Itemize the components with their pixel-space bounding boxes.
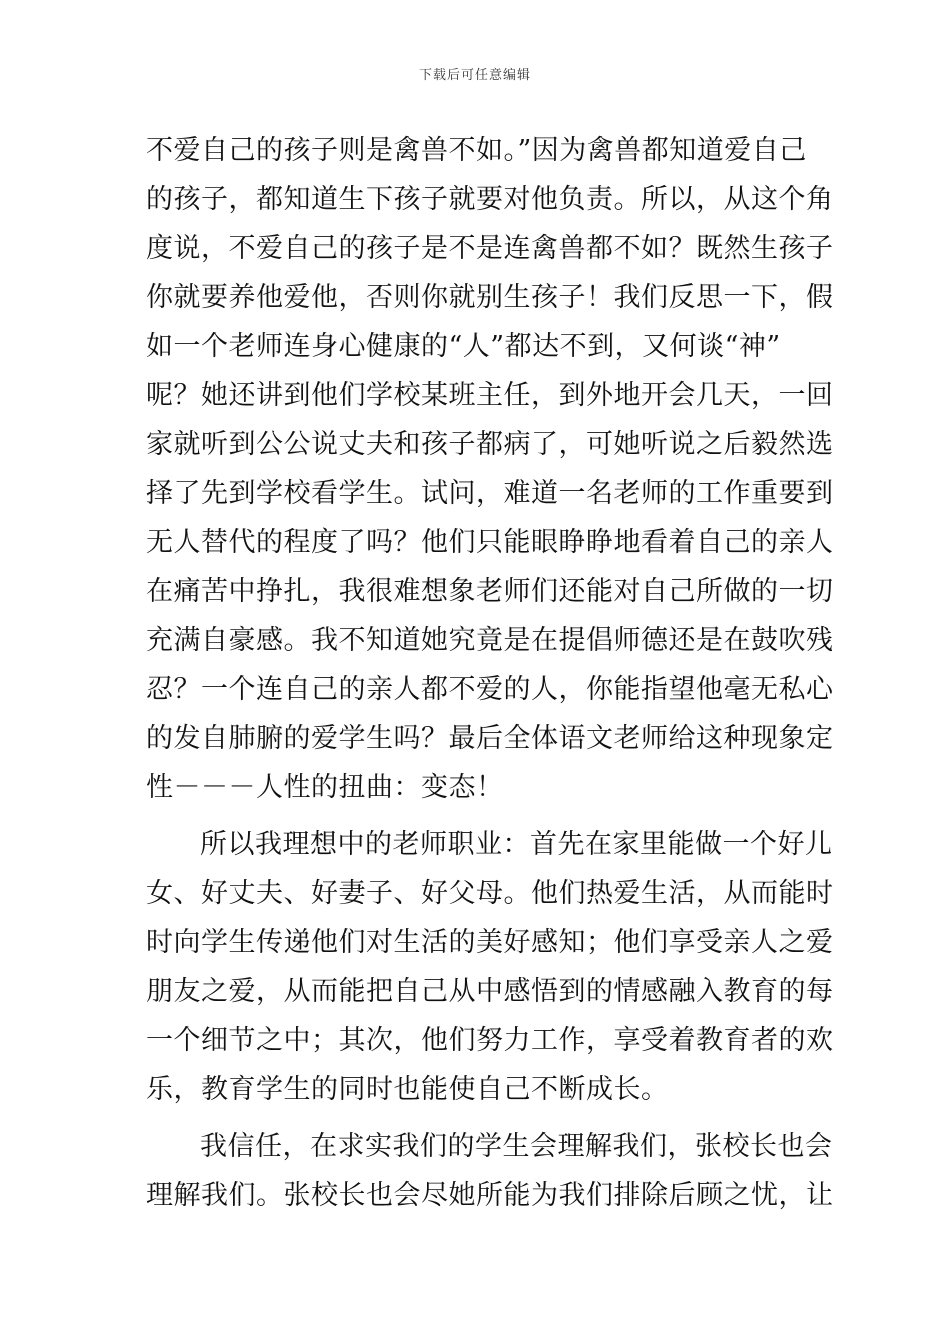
page-header: 下载后可任意编辑: [418, 68, 531, 83]
text-line: 性－－－人性的扭曲：变态！: [146, 772, 504, 803]
text-line: 不爱自己的孩子则是禽兽不如。”因为禽兽都知道爱自己: [146, 135, 807, 166]
text-line: 你就要养他爱他，否则你就别生孩子！我们反思一下，假: [146, 282, 834, 313]
text-line: 忍？一个连自己的亲人都不爱的人，你能指望他毫无私心: [146, 674, 834, 705]
text-line: 充满自豪感。我不知道她究竟是在提倡师德还是在鼓吹残: [146, 625, 834, 656]
text-line: 理解我们。张校长也会尽她所能为我们排除后顾之忧，让: [146, 1180, 834, 1211]
text-line: 度说，不爱自己的孩子是不是连禽兽都不如？既然生孩子: [146, 233, 834, 264]
paragraph-first-line: 所以我理想中的老师职业：首先在家里能做一个好儿: [200, 829, 833, 860]
text-line: 在痛苦中挣扎，我很难想象老师们还能对自己所做的一切: [146, 576, 834, 607]
text-line: 一个细节之中；其次，他们努力工作，享受着教育者的欢: [146, 1025, 834, 1056]
text-line: 时向学生传递他们对生活的美好感知；他们享受亲人之爱: [146, 927, 834, 958]
paragraph-first-line: 我信任，在求实我们的学生会理解我们，张校长也会: [200, 1131, 833, 1162]
text-line: 的孩子，都知道生下孩子就要对他负责。所以，从这个角: [146, 184, 834, 215]
text-line: 朋友之爱，从而能把自己从中感悟到的情感融入教育的每: [146, 976, 834, 1007]
text-line: 女、好丈夫、好妻子、好父母。他们热爱生活，从而能时: [146, 878, 834, 909]
text-line: 择了先到学校看学生。试问，难道一名老师的工作重要到: [146, 478, 834, 509]
text-line: 呢？她还讲到他们学校某班主任，到外地开会几天，一回: [146, 380, 834, 411]
text-line: 乐，教育学生的同时也能使自己不断成长。: [146, 1074, 669, 1105]
text-line: 的发自肺腑的爱学生吗？最后全体语文老师给这种现象定: [146, 723, 834, 754]
text-line: 如一个老师连身心健康的“人”都达不到，又何谈“神”: [146, 331, 781, 362]
text-line: 家就听到公公说丈夫和孩子都病了，可她听说之后毅然选: [146, 429, 834, 460]
text-line: 无人替代的程度了吗？他们只能眼睁睁地看着自己的亲人: [146, 527, 834, 558]
